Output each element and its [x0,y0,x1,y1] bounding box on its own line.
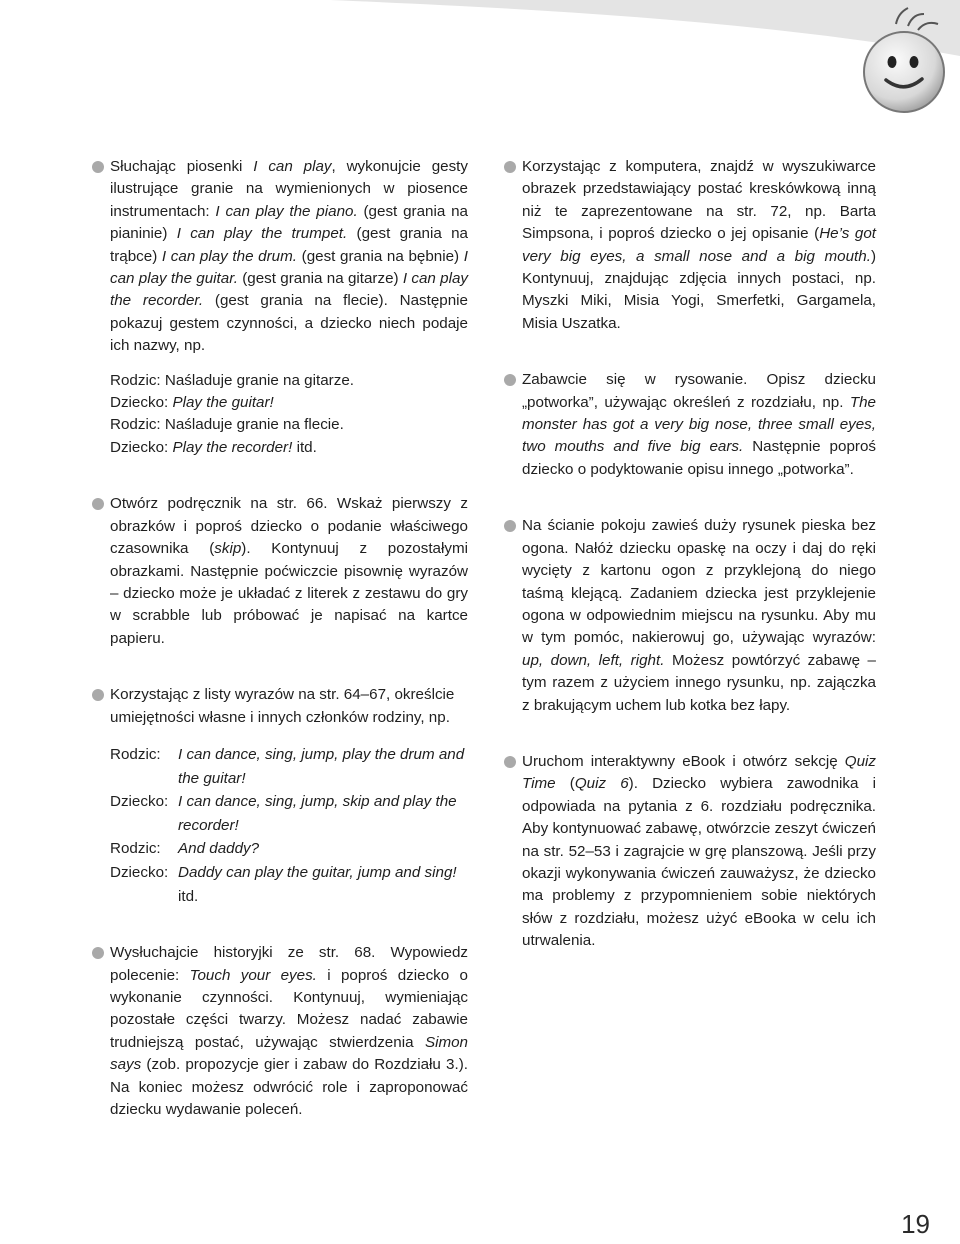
smiley-face-icon [852,6,952,118]
utterance: Daddy can play the guitar, jump and sing! itd. [178,863,457,905]
bullet-dot-icon [504,374,516,386]
bullet-dot-icon [504,520,516,532]
utterance: I can dance, sing, jump, play the drum and the guitar! [178,745,465,787]
right-column [504,156,876,987]
speaker: Rodzic: [110,745,161,763]
speaker: Dziecko: [110,793,169,811]
left-column [92,156,468,1155]
list-item [504,156,876,335]
list-item [504,751,876,953]
bullet-dot-icon [504,161,516,173]
list-item [92,156,468,459]
bullet-dot-icon [92,161,104,173]
item-text: Otwórz podręcznik na str. 66. Wskaż pierwszy z obrazków i poproś dziecko o podanie właściwego czasownika (skip). Kontynuuj z pozostałymi obrazkami. Następnie poćwiczcie pisownię wyrazów – dziecko może je układać z literek z zestawu do gry w scrabble lub próbować je napisać na kartce papieru. [110,495,468,647]
list-item [92,942,468,1121]
dialogue-line: Rodzic: Naśladuje granie na flecie. [110,416,344,434]
utterance: I can dance, sing, jump, skip and play the recorder! [178,793,457,834]
list-item [92,684,468,908]
item-text: Korzystając z komputera, znajdź w wyszukiwarce obrazek przedstawiający postać kreskówkową inną niż te zaprezentowane na str. 72, np. Barta Simpsona, i poproś dziecko o jej opisanie (He’s got very big eyes, a small nose and a big mouth.) Kontynuuj, znajdując zdjęcia innych postaci, np. Myszki Miki, Misia Yogi, Smerfetki, Gargamela, Misia Uszatka. [522,158,876,332]
dialogue-row [110,837,468,861]
item-text: Na ścianie pokoju zawieś duży rysunek pieska bez ogona. Nałóż dziecku opaskę na oczy i daj do ręki wycięty z kartonu ogon z przyklejoną do niego taśmą klejącą. Zadaniem dziecka jest przyklejenie ogona w odpowiednim miejscu na rysunku. Aby mu w tym pomóc, nakierowuj go, używając wyrazów: up, down, left, right. Możesz powtórzyć zabawę – tym razem z użyciem innego rysunku, np. zajączka z brakującym uchem lub kotka bez łapy. [522,517,876,714]
item-text: Korzystając z listy wyrazów na str. 64–67, określcie umiejętności własne i innych członków rodziny, np. [110,686,455,726]
speaker: Dziecko: [110,863,169,881]
bullet-dot-icon [92,947,104,959]
list-item [504,369,876,481]
list-item [504,515,876,717]
item-text: Słuchając piosenki I can play, wykonujcie gesty ilustrujące granie na wymienionych w piosence instrumentach: I can play the piano. (gest grania na pianinie) I can play the trumpet. (gest grania na trąbce) I can play the drum. (gest grania na bębnie) I can play the guitar. (gest grania na gitarze) I can play the recorder. (gest grania na flecie). Następnie pokazuj gestem czynności, a dziecko niech podaje ich nazwy, np. [110,158,469,355]
item-text: Zabawcie się w rysowanie. Opisz dziecku „potworka”, używając określeń z rozdziału, np. The monster has got a very big nose, three small eyes, two mouths and five big ears. Następnie poproś dziecko o podyktowanie opisu innego „potworka”. [522,371,876,478]
item-text: Wysłuchajcie historyjki ze str. 68. Wypowiedz polecenie: Touch your eyes. i poproś dziecko o wykonanie czynności. Kontynuuj, wymieniając pozostałe części twarzy. Możesz nadać zabawie trudniejszą postać, używając stwierdzenia Simon says (zob. propozycje gier i zabaw do Rozdziału 3.). Na koniec możesz odwrócić role i zaproponować dziecku wydawanie poleceń. [110,944,468,1118]
header-band [0,0,960,120]
dialogue-line: Rodzic: Naśladuje granie na gitarze. [110,371,354,389]
page-number: 19 [901,1209,930,1239]
bullet-dot-icon [92,498,104,510]
dialogue-line: Dziecko: Play the guitar! [110,394,274,412]
dialogue-row [110,790,468,837]
list-item [92,493,468,650]
speaker: Rodzic: [110,840,161,858]
dialogue-row [110,743,468,790]
bullet-dot-icon [504,756,516,768]
utterance: And daddy? [178,840,260,858]
bullet-dot-icon [92,689,104,701]
item-text: Uruchom interaktywny eBook i otwórz sekcję Quiz Time (Quiz 6). Dziecko wybiera zawodnika i odpowiada na pytania z 6. rozdziału podręcznika. Aby kontynuować zabawę, otwórzcie zeszyt ćwiczeń na str. 52–53 i zagrajcie w grę planszową. Jeśli przy okazji wykonywania ćwiczeń zauważysz, że dziecko ma problemy z przypomnieniem sobie niektórych słów z rozdziału, możesz użyć eBooka w celu ich utrwalenia. [522,752,876,950]
dialogue-row [110,861,468,908]
dialogue-table [110,743,468,908]
dialogue-line: Dziecko: Play the recorder! itd. [110,438,317,456]
